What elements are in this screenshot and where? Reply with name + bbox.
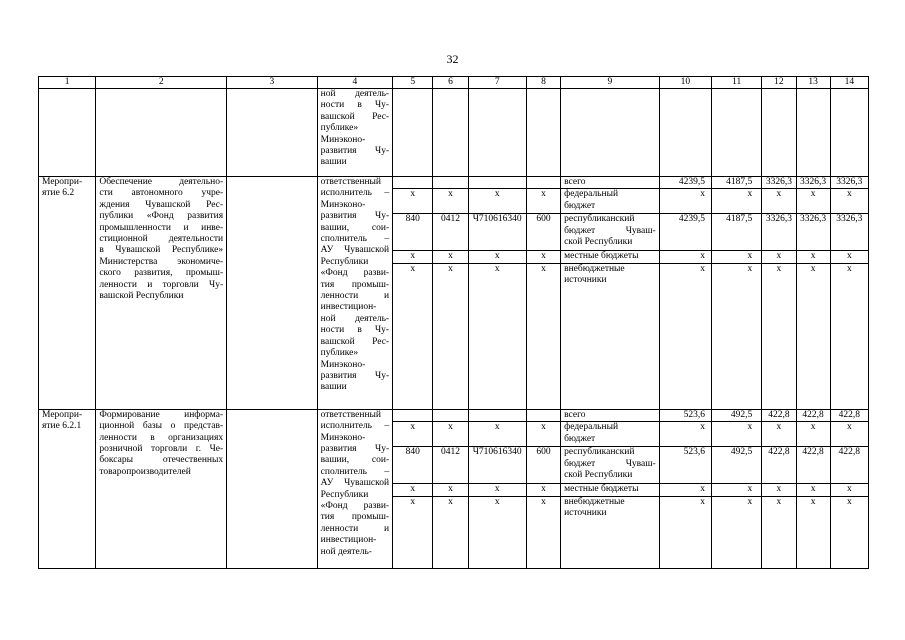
header-cell: 11 <box>712 77 762 89</box>
cell-line: развития Чу- <box>320 146 390 157</box>
amount-cell: x <box>796 496 830 568</box>
cell-line: публике» <box>320 348 359 359</box>
header-cell: 2 <box>96 77 227 89</box>
budget-row <box>39 177 869 189</box>
section-code: x <box>433 422 468 447</box>
funding-source <box>561 251 660 263</box>
cell-line: вашской Рес- <box>320 336 390 347</box>
amount-cell: x <box>762 484 796 496</box>
amount-cell: x <box>712 263 762 409</box>
expense-type: x <box>526 484 560 496</box>
cell-line: ности в Чу- <box>320 100 390 111</box>
section-code: x <box>433 484 468 496</box>
funding-source <box>561 409 660 421</box>
cell-line: вашии, сои- <box>320 222 390 233</box>
target-code: x <box>468 422 526 447</box>
funding-source <box>561 189 660 214</box>
budget-code: x <box>393 422 433 447</box>
cell-line: ской Республики <box>564 237 633 248</box>
cell-line: развития Чу- <box>320 370 390 381</box>
empty-cell <box>561 89 660 177</box>
section-code: 0412 <box>433 214 468 251</box>
amount-cell: x <box>712 189 762 214</box>
cell-line: развития Чу- <box>320 444 390 455</box>
funding-source <box>561 422 660 447</box>
cell-line: ности в Чу- <box>320 325 390 336</box>
empty-cell <box>712 89 762 177</box>
cell-line: бюджет <box>564 433 596 444</box>
cell-line: Обеспечение деятельно- <box>99 177 224 187</box>
amount-cell: x <box>712 422 762 447</box>
expense-type: x <box>526 189 560 214</box>
expense-type: x <box>526 251 560 263</box>
target-code: x <box>468 189 526 214</box>
header-cell: 1 <box>39 77 96 89</box>
target-code: x <box>468 263 526 409</box>
cell-line: ной деятель- <box>320 546 372 557</box>
funding-source <box>561 447 660 484</box>
cell-line: сполнитель – <box>320 234 390 245</box>
amount-cell: 523,6 <box>659 409 711 421</box>
amount-cell: 3326,3 <box>830 214 868 251</box>
cell-line: Минэконо- <box>320 359 366 370</box>
expense-type: 600 <box>526 447 560 484</box>
amount-cell: x <box>712 496 762 568</box>
cell-line: Меропри- <box>42 409 83 420</box>
empty-cell <box>526 89 560 177</box>
cell-line: промышленности и инве- <box>99 222 224 233</box>
cell-line: ленности и <box>320 291 390 302</box>
amount-cell: x <box>762 496 796 568</box>
amount-cell: x <box>659 263 711 409</box>
target-code <box>468 177 526 189</box>
cell-line: федеральный <box>564 422 619 433</box>
empty-cell <box>468 89 526 177</box>
cell-line: источники <box>564 508 607 519</box>
funding-source <box>561 177 660 189</box>
empty-cell <box>227 177 318 410</box>
amount-cell: 4239,5 <box>659 177 711 189</box>
amount-cell: x <box>796 484 830 496</box>
amount-cell: x <box>712 484 762 496</box>
empty-cell <box>659 89 711 177</box>
amount-cell: 422,8 <box>830 409 868 421</box>
measure-description <box>96 177 227 410</box>
funding-source <box>561 214 660 251</box>
amount-cell: x <box>712 251 762 263</box>
amount-cell: 422,8 <box>762 447 796 484</box>
cell-line: Министерства экономиче- <box>99 256 224 267</box>
cell-line: ной деятель- <box>320 313 390 324</box>
amount-cell: 422,8 <box>796 447 830 484</box>
target-code: Ч710616340 <box>468 214 526 251</box>
cell-line: в Чувашской Республике» <box>99 245 224 256</box>
budget-code <box>393 177 433 189</box>
header-cell: 3 <box>227 77 318 89</box>
amount-cell: x <box>762 251 796 263</box>
page-number: 32 <box>446 52 459 66</box>
amount-cell: x <box>762 263 796 409</box>
funding-source <box>561 484 660 496</box>
cell-line: всего <box>564 409 586 420</box>
cell-line: исполнитель – <box>320 188 390 199</box>
section-code <box>433 409 468 421</box>
cell-line: ской Республики <box>564 470 633 481</box>
amount-cell: x <box>796 263 830 409</box>
cell-line: вашии, сои- <box>320 455 390 466</box>
empty-cell <box>830 89 868 177</box>
target-code: x <box>468 496 526 568</box>
amount-cell: x <box>796 251 830 263</box>
amount-cell: x <box>762 422 796 447</box>
cell-line: ленности и торговли Чу- <box>99 279 224 290</box>
cell-line: тия промыш- <box>320 279 390 290</box>
cell-line: местные бюджеты <box>564 251 639 262</box>
expense-type <box>526 409 560 421</box>
cell-line: АУ Чувашской <box>320 478 390 489</box>
header-row <box>39 77 869 89</box>
cell-line: ленности и <box>320 523 390 534</box>
empty-cell <box>96 89 227 177</box>
cell-line: сполнитель – <box>320 466 390 477</box>
budget-code: x <box>393 263 433 409</box>
amount-cell: x <box>830 263 868 409</box>
executor-cell <box>317 89 392 177</box>
budget-code: 840 <box>393 447 433 484</box>
amount-cell: x <box>659 251 711 263</box>
section-code: x <box>433 251 468 263</box>
cell-line: источники <box>564 275 607 286</box>
cell-line: инвестицион- <box>320 302 377 313</box>
header-cell: 8 <box>526 77 560 89</box>
cell-line: тия промыш- <box>320 512 390 523</box>
cell-line: стиционной деятельности <box>99 234 224 245</box>
amount-cell: x <box>659 189 711 214</box>
funding-source <box>561 496 660 568</box>
amount-cell: 3326,3 <box>796 177 830 189</box>
amount-cell: x <box>762 189 796 214</box>
header-cell: 7 <box>468 77 526 89</box>
amount-cell: 3326,3 <box>796 214 830 251</box>
cell-line: «Фонд разви- <box>320 501 390 512</box>
section-code: x <box>433 263 468 409</box>
empty-cell <box>796 89 830 177</box>
executor-cell <box>317 177 392 410</box>
amount-cell: 4187,5 <box>712 177 762 189</box>
budget-code: x <box>393 496 433 568</box>
cell-line: бюджет Чуваш- <box>564 225 656 236</box>
cell-line: развития Чу- <box>320 211 390 222</box>
cell-line: Минэконо- <box>320 432 366 443</box>
budget-code: x <box>393 484 433 496</box>
expense-type: 600 <box>526 214 560 251</box>
amount-cell: 3326,3 <box>830 177 868 189</box>
header-cell: 12 <box>762 77 796 89</box>
header-cell: 13 <box>796 77 830 89</box>
amount-cell: 523,6 <box>659 447 711 484</box>
cell-line: ответственный <box>320 177 381 187</box>
cell-line: «Фонд разви- <box>320 268 390 279</box>
cell-line: ционной базы о представ- <box>99 421 224 432</box>
amount-cell: 492,5 <box>712 447 762 484</box>
cell-line: Республики <box>320 489 369 500</box>
cell-line: вашии <box>320 157 347 168</box>
cell-line: ского развития, промыш- <box>99 268 224 279</box>
expense-type <box>526 177 560 189</box>
amount-cell: x <box>830 189 868 214</box>
cell-line: Минэконо- <box>320 199 366 210</box>
cell-line: ной деятель- <box>320 89 390 99</box>
header-cell: 14 <box>830 77 868 89</box>
measure-description <box>96 409 227 568</box>
amount-cell: x <box>830 251 868 263</box>
amount-cell: x <box>659 484 711 496</box>
amount-cell: x <box>830 422 868 447</box>
funding-source <box>561 263 660 409</box>
header-cell: 9 <box>561 77 660 89</box>
cell-line: внебюджетные <box>564 496 625 507</box>
cell-line: публики «Фонд развития <box>99 211 224 222</box>
amount-cell: x <box>830 484 868 496</box>
target-code: x <box>468 484 526 496</box>
cell-line: ленности в организациях <box>99 432 224 443</box>
empty-cell <box>433 89 468 177</box>
budget-row <box>39 409 869 421</box>
empty-cell <box>227 89 318 177</box>
section-code <box>433 177 468 189</box>
section-code: x <box>433 189 468 214</box>
amount-cell: 4239,5 <box>659 214 711 251</box>
cell-line: публике» <box>320 123 359 134</box>
amount-cell: 3326,3 <box>762 177 796 189</box>
cell-line: ждения Чувашской Рес- <box>99 199 224 210</box>
cell-line: товаропроизводителей <box>99 466 191 477</box>
target-code: x <box>468 251 526 263</box>
budget-code: x <box>393 189 433 214</box>
cell-line: вашии <box>320 382 347 393</box>
section-code: 0412 <box>433 447 468 484</box>
cell-line: бюджет Чуваш- <box>564 458 656 469</box>
cell-line: боксары отечественных <box>99 455 224 466</box>
amount-cell: x <box>830 496 868 568</box>
cell-line: ятие 6.2 <box>42 188 75 199</box>
cell-line: республиканский <box>564 447 635 458</box>
amount-cell: 492,5 <box>712 409 762 421</box>
cell-line: ответственный <box>320 409 381 420</box>
amount-cell: x <box>796 422 830 447</box>
amount-cell: 422,8 <box>796 409 830 421</box>
amount-cell: 3326,3 <box>762 214 796 251</box>
cell-line: Минэконо- <box>320 134 366 145</box>
cell-line: внебюджетные <box>564 263 625 274</box>
target-code: Ч710616340 <box>468 447 526 484</box>
empty-cell <box>393 89 433 177</box>
expense-type: x <box>526 496 560 568</box>
header-cell: 6 <box>433 77 468 89</box>
section-code: x <box>433 496 468 568</box>
executor-cell <box>317 409 392 568</box>
header-cell: 4 <box>317 77 392 89</box>
empty-cell <box>39 89 96 177</box>
cell-line: Меропри- <box>42 177 83 187</box>
expense-type: x <box>526 263 560 409</box>
measure-name <box>39 177 96 410</box>
budget-code: x <box>393 251 433 263</box>
cell-line: сти автономного учре- <box>99 188 224 199</box>
cell-line: всего <box>564 177 586 187</box>
amount-cell: x <box>796 189 830 214</box>
target-code <box>468 409 526 421</box>
measures-table <box>38 76 869 569</box>
cell-line: ятие 6.2.1 <box>42 421 82 432</box>
cell-line: республиканский <box>564 214 635 225</box>
empty-cell <box>762 89 796 177</box>
header-cell: 5 <box>393 77 433 89</box>
amount-cell: 4187,5 <box>712 214 762 251</box>
cell-line: инвестицион- <box>320 535 377 546</box>
continuation-row <box>39 89 869 177</box>
amount-cell: 422,8 <box>830 447 868 484</box>
cell-line: вашской Республики <box>99 291 184 302</box>
cell-line: федеральный <box>564 189 619 200</box>
cell-line: Республики <box>320 256 369 267</box>
cell-line: розничной торговли г. Че- <box>99 444 224 455</box>
amount-cell: x <box>659 496 711 568</box>
empty-cell <box>227 409 318 568</box>
amount-cell: 422,8 <box>762 409 796 421</box>
cell-line: местные бюджеты <box>564 484 639 495</box>
cell-line: Формирование информа- <box>99 409 224 420</box>
budget-code <box>393 409 433 421</box>
cell-line: вашской Рес- <box>320 111 390 122</box>
expense-type: x <box>526 422 560 447</box>
header-cell: 10 <box>659 77 711 89</box>
cell-line: бюджет <box>564 200 596 211</box>
cell-line: исполнитель – <box>320 421 390 432</box>
budget-code: 840 <box>393 214 433 251</box>
amount-cell: x <box>659 422 711 447</box>
measure-name <box>39 409 96 568</box>
cell-line: АУ Чувашской <box>320 245 390 256</box>
